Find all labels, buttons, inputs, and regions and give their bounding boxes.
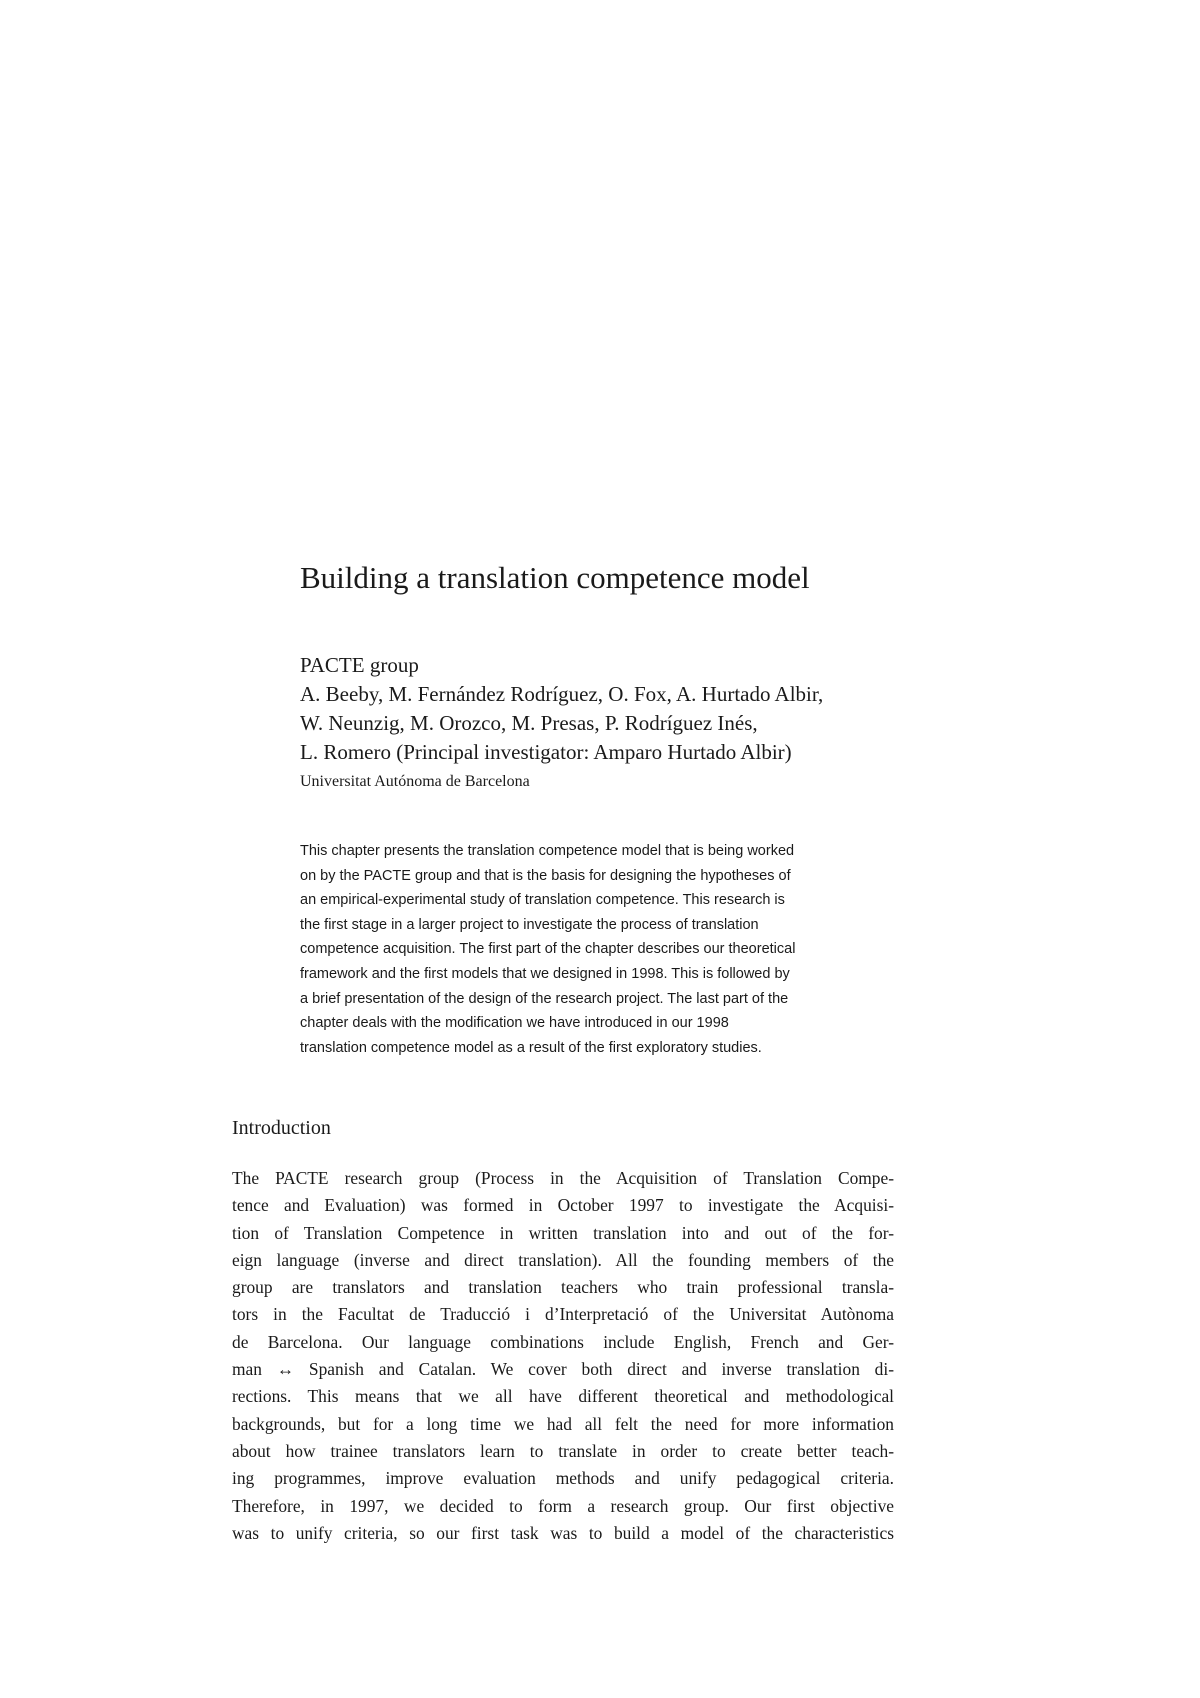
body-line: tence and Evaluation) was formed in October 1997 to investigate the Acquisi- — [232, 1195, 894, 1216]
author-block — [300, 651, 823, 767]
body-line: Therefore, in 1997, we decided to form a research group. Our first objective — [232, 1495, 894, 1516]
abstract-line: chapter deals with the modification we have introduced in our 1998 — [300, 1015, 729, 1032]
body-line: ing programmes, improve evaluation methods and unify pedagogical criteria. — [232, 1468, 894, 1489]
author-line: W. Neunzig, M. Orozco, M. Presas, P. Rodríguez Inés, — [300, 711, 758, 735]
body-line: tors in the Facultat de Traducció i d’Interpretació of the Universitat Autònoma — [232, 1304, 894, 1325]
abstract-line: framework and the first models that we designed in 1998. This is followed by — [300, 965, 790, 982]
affiliation: Universitat Autónoma de Barcelona — [300, 773, 530, 790]
abstract-line: a brief presentation of the design of the research project. The last part of the — [300, 990, 789, 1007]
body-line: eign language (inverse and direct translation). All the founding members of the — [232, 1249, 894, 1270]
abstract-line: the first stage in a larger project to investigate the process of translation — [300, 916, 759, 933]
group-name: PACTE group — [300, 653, 419, 677]
body-line: group are translators and translation teachers who train professional transla- — [232, 1277, 894, 1298]
abstract-line: competence acquisition. The first part of the chapter describes our theoretical — [300, 941, 796, 958]
body-line: rections. This means that we all have different theoretical and methodological — [232, 1386, 894, 1407]
body-line: backgrounds, but for a long time we had all felt the need for more information — [232, 1413, 894, 1434]
paper-title: Building a translation competence model — [300, 560, 810, 595]
abstract-line: on by the PACTE group and that is the basis for designing the hypotheses of — [300, 867, 791, 884]
body-line: de Barcelona. Our language combinations include English, French and Ger- — [232, 1331, 894, 1352]
author-line: L. Romero (Principal investigator: Amparo Hurtado Albir) — [300, 740, 792, 764]
abstract-line: translation competence model as a result of the first exploratory studies. — [300, 1039, 762, 1056]
body-line: tion of Translation Competence in written translation into and out of the for- — [232, 1222, 894, 1243]
body-line: about how trainee translators learn to translate in order to create better teach- — [232, 1440, 894, 1461]
introduction-body — [232, 1165, 894, 1547]
abstract — [300, 839, 900, 1060]
abstract-line: an empirical-experimental study of translation competence. This research is — [300, 892, 785, 909]
author-line: A. Beeby, M. Fernández Rodríguez, O. Fox, A. Hurtado Albir, — [300, 682, 824, 706]
body-line: man ↔ Spanish and Catalan. We cover both direct and inverse translation di- — [232, 1359, 894, 1380]
section-heading-introduction: Introduction — [232, 1117, 331, 1139]
abstract-line: This chapter presents the translation competence model that is being worked — [300, 843, 795, 859]
body-line: was to unify criteria, so our first task was to build a model of the characteristics — [232, 1522, 894, 1543]
body-line: The PACTE research group (Process in the Acquisition of Translation Compe- — [232, 1168, 894, 1188]
